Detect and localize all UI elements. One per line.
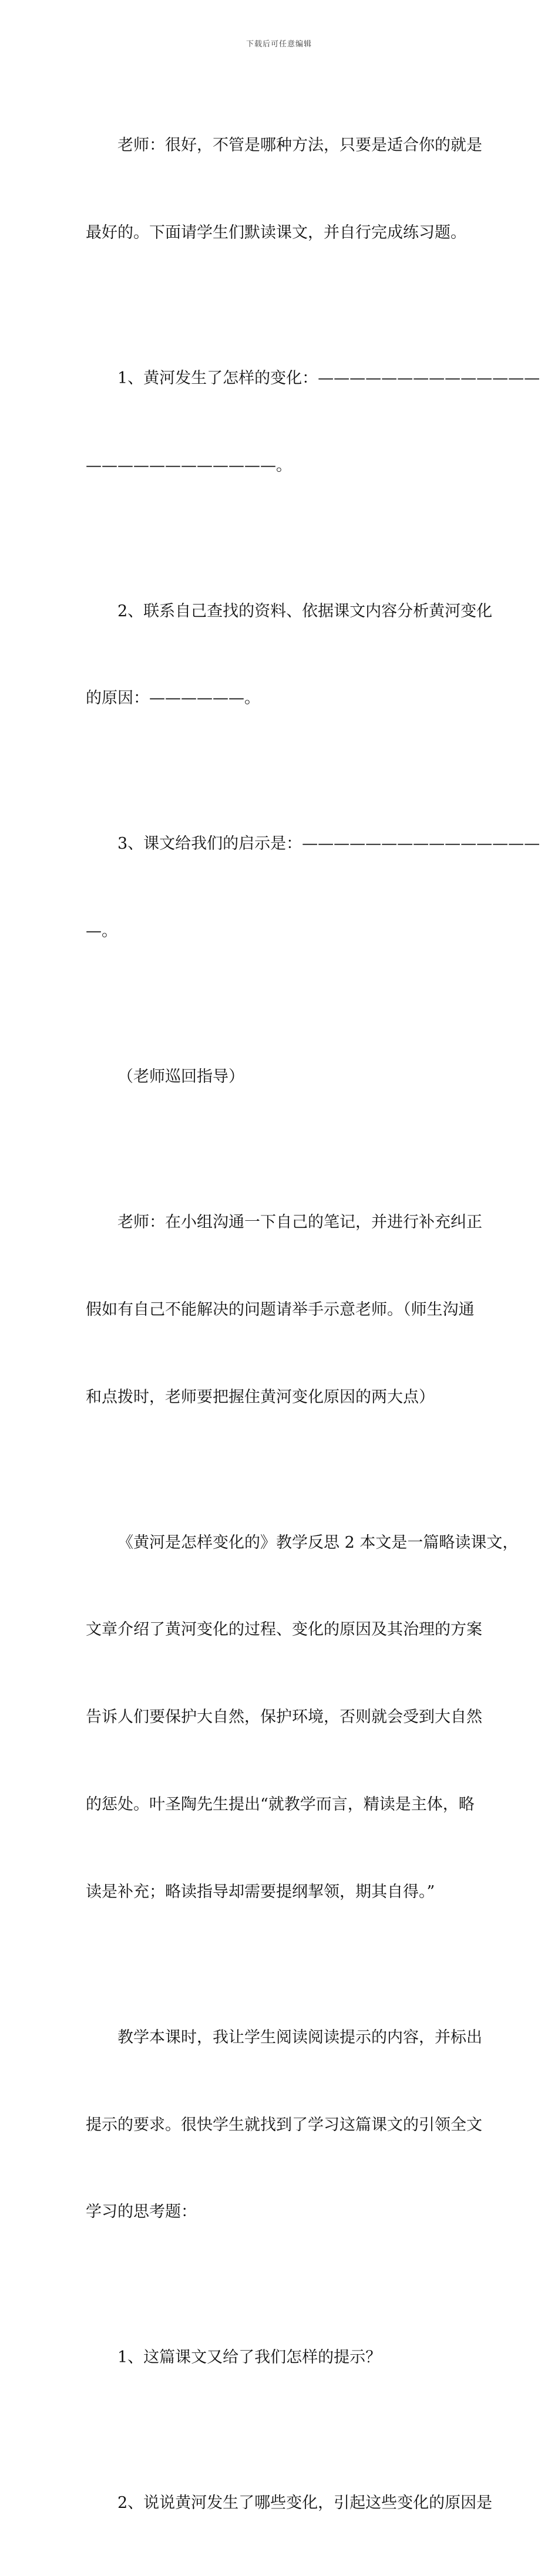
text-line: 读是补充；略读指导却需要提纲挈领，期其自得。” [86,1882,435,1901]
text-line: 1、这篇课文又给了我们怎样的提示？ [117,2348,382,2367]
text-line: 《黄河是怎样变化的》教学反思 2 本文是一篇略读课文， [117,1533,519,1552]
text-line: 最好的。下面请学生们默读课文，并自行完成练习题。 [86,223,466,242]
paragraph-group-discussion [86,1150,482,1470]
paragraph-thinking-question-2 [86,2430,493,2576]
text-line: 2、说说黄河发生了哪些变化，引起这些变化的原因是 [117,2494,493,2513]
paragraph-question-1 [86,306,540,539]
text-line: 提示的要求。很快学生就找到了学习这篇课文的引领全文 [86,2115,482,2134]
text-line: 学习的思考题： [86,2203,197,2221]
text-line: ————————————。 [86,456,292,475]
text-line: —。 [86,922,117,941]
text-line: 老师：在小组沟通一下自己的笔记，并进行补充纠正 [117,1213,482,1232]
text-line: 的原因：——————。 [86,689,260,708]
paragraph-teacher-guidance [86,1004,475,1150]
text-line: 老师：很好，不管是哪种方法，只要是适合你的就是 [117,136,482,155]
text-line: 文章介绍了黄河变化的过程、变化的原因及其治理的方案 [86,1620,482,1639]
text-line: 1、黄河发生了怎样的变化：—————————————— [117,369,540,387]
paragraph-thinking-question-1 [86,2285,475,2430]
text-line: 3、课文给我们的启示是：——————————————— [117,835,540,853]
text-line: 和点拨时，老师要把握住黄河变化原因的两大点） [86,1387,435,1406]
text-line: 假如有自己不能解决的问题请举手示意老师。（师生沟通 [86,1300,475,1319]
text-line: 的惩处。叶圣陶先生提出“就教学而言，精读是主体，略 [86,1795,475,1814]
paragraph-question-2 [86,539,493,772]
text-line: 2、联系自己查找的资料、依据课文内容分析黄河变化 [117,602,493,620]
text-line: 教学本课时，我让学生阅读阅读提示的内容，并标出 [117,2028,482,2047]
page-header-note: 下载后可任意编辑 [246,40,312,49]
paragraph-reflection-intro [86,1470,519,1965]
paragraph-teaching-process [86,1965,482,2285]
text-line: （老师巡回指导） [117,1068,244,1086]
text-line: 告诉人们要保护大自然，保护环境，否则就会受到大自然 [86,1708,482,1727]
document-body [86,73,540,2576]
paragraph-teacher-intro [86,73,482,306]
paragraph-question-3 [86,771,540,1004]
